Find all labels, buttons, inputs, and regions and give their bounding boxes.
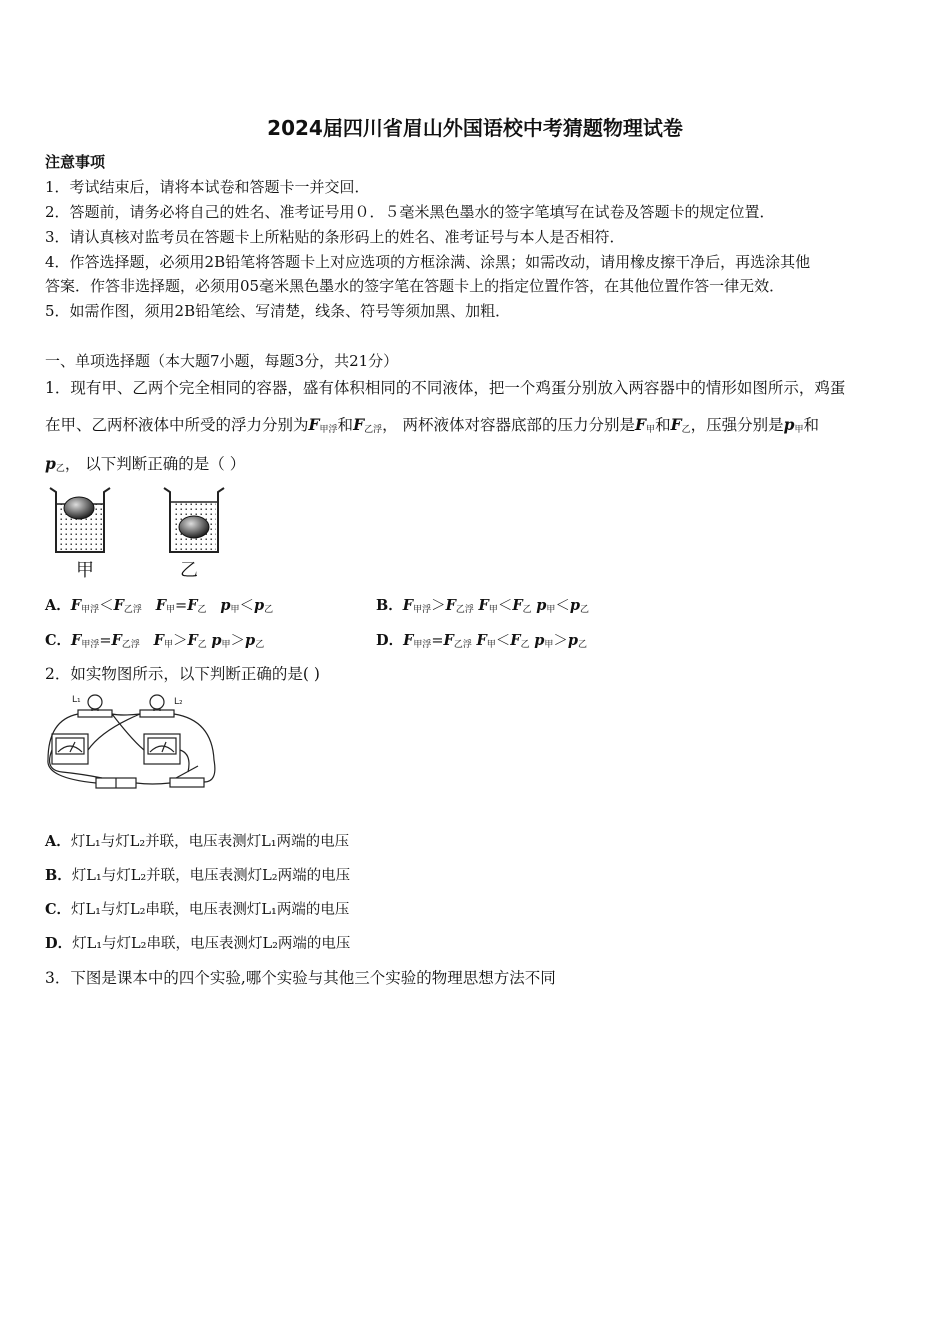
bulb-l1: [78, 695, 112, 717]
q1-stem-line1: 1．现有甲、乙两个完全相同的容器，盛有体积相同的不同液体，把一个鸡蛋分别放入两容器中的情形如图所示，鸡蛋: [45, 379, 846, 397]
switch: [170, 766, 204, 787]
bulb-l2: [140, 695, 174, 717]
q1-option-b[interactable]: B．$F_{甲浮}>F_{乙浮}$ $F_甲<F_乙$ $p_甲<p_乙$: [376, 597, 590, 615]
beaker-jia: [50, 488, 110, 552]
meter-left: [52, 734, 88, 764]
notice-item: 1．考试结束后，请将本试卷和答题卡一并交回．: [45, 178, 370, 196]
q2-option-a[interactable]: A．灯L₁与灯L₂并联，电压表测灯L₁两端的电压: [45, 833, 350, 850]
q1-option-d[interactable]: D．$F_{甲浮}=F_{乙浮}$ $F_甲<F_乙$ $p_甲>p_乙$: [376, 632, 588, 650]
q1-stem-line2: 在甲、乙两杯液体中所受的浮力分别为$F_{甲浮}$和$F_{乙浮}$， 两杯液体对容器底部的压力分别是$F_甲$和$F_乙$，压强分别是$p_甲$和: [45, 415, 819, 435]
notice-item: 2．答题前，请务必将自己的姓名、准考证号用０．５毫米黑色墨水的签字笔填写在试卷及答题卡的规定位置．: [45, 203, 775, 221]
q1-option-c[interactable]: C．$F_{甲浮}=F_{乙浮}$ $F_甲>F_乙$ $p_甲>p_乙$: [45, 632, 265, 650]
beaker-label-yi: 乙: [180, 560, 198, 581]
notice-heading: 注意事项: [45, 153, 106, 171]
notice-item: 答案．作答非选择题，必须用05毫米黑色墨水的签字笔在答题卡上的指定位置作答，在其他位置作答一律无效．: [45, 277, 785, 295]
battery: [96, 778, 136, 788]
q2-option-c[interactable]: C．灯L₁与灯L₂串联，电压表测灯L₁两端的电压: [45, 901, 350, 918]
beaker-yi: [164, 488, 224, 552]
notice-item: 3．请认真核对监考员在答题卡上所粘贴的条形码上的姓名、准考证号与本人是否相符．: [45, 228, 625, 246]
page-title: 2024届四川省眉山外国语校中考猜题物理试卷: [267, 116, 683, 140]
q2-stem: 2．如实物图所示，以下判断正确的是( ): [45, 665, 320, 683]
q1-beakers-figure: [44, 482, 234, 582]
q3-stem: 3．下图是课本中的四个实验,哪个实验与其他三个实验的物理思想方法不同: [45, 969, 556, 987]
q1-stem-line3: $p_乙$， 以下判断正确的是（ ）: [45, 454, 246, 474]
bulb-l2-label: L₂: [174, 697, 183, 707]
notice-item: 5．如需作图，须用2B铅笔绘、写清楚，线条、符号等须加黑、加粗．: [45, 302, 511, 320]
q2-option-b[interactable]: B．灯L₁与灯L₂并联，电压表测灯L₂两端的电压: [45, 867, 351, 884]
voltmeter: [144, 734, 180, 764]
q2-circuit-figure: [42, 690, 224, 798]
beaker-label-jia: 甲: [76, 560, 94, 581]
bulb-l1-label: L₁: [72, 695, 81, 705]
q2-option-d[interactable]: D．灯L₁与灯L₂串联，电压表测灯L₂两端的电压: [45, 935, 351, 952]
notice-item: 4．作答选择题，必须用2B铅笔将答题卡上对应选项的方框涂满、涂黑；如需改动，请用橡皮擦干净后，再选涂其他: [45, 253, 811, 271]
section-heading: 一、单项选择题（本大题7小题，每题3分，共21分）: [45, 352, 399, 370]
q1-option-a[interactable]: A．$F_{甲浮}<F_{乙浮}$ $F_甲=F_乙$ $p_甲<p_乙$: [45, 597, 274, 615]
